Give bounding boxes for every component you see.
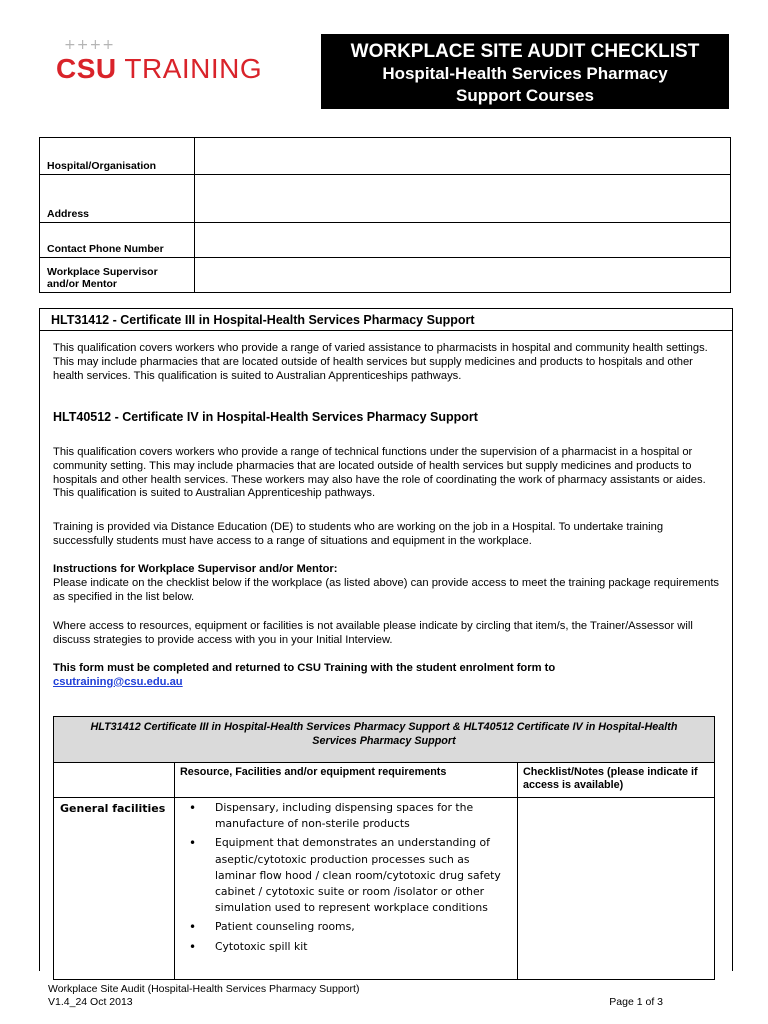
requirements-table xyxy=(53,716,715,980)
info-row-phone xyxy=(40,223,731,258)
heading-divider xyxy=(40,330,732,331)
supervisor-label-line2: and/or Mentor xyxy=(47,278,117,290)
list-item xyxy=(181,939,511,955)
info-row-hospital xyxy=(40,138,731,175)
list-item xyxy=(181,919,511,935)
logo-plus-marks: ++++ xyxy=(64,37,115,53)
instructions-body: Please indicate on the checklist below if the workplace (as listed above) can provide access to meet the training package requirements as specified in the list below. xyxy=(53,576,720,603)
info-row-address xyxy=(40,175,731,223)
csu-training-logo xyxy=(56,38,306,88)
logo-name-bold: CSU xyxy=(56,53,117,84)
supervisor-label-line1: Workplace Supervisor xyxy=(47,266,158,278)
bullet-icon: • xyxy=(189,801,197,815)
table-row xyxy=(54,798,715,980)
requirements-banner: HLT31412 Certificate III in Hospital-Health Services Pharmacy Support & HLT40512 Certificate IV in Hospital-Health Services Pharmacy Support xyxy=(54,717,715,763)
document-title-box xyxy=(321,34,729,109)
cert-iv-heading: HLT40512 - Certificate IV in Hospital-Health Services Pharmacy Support xyxy=(53,410,478,424)
item-text: Equipment that demonstrates an understanding of aseptic/cytotoxic production processes such as laminar flow hood / clean room/cytotoxic drug safety cabinet / cytotoxic suite or room /isolator or other simulation used to represent workplace conditions xyxy=(215,836,501,915)
address-field[interactable] xyxy=(195,175,731,223)
footer-doc-title: Workplace Site Audit (Hospital-Health Services Pharmacy Support) xyxy=(48,983,360,995)
contact-email-link[interactable]: csutraining@csu.edu.au xyxy=(53,675,183,688)
requirements-header-row xyxy=(54,763,715,798)
footer-version: V1.4_24 Oct 2013 xyxy=(48,996,133,1008)
cert-iii-description: This qualification covers workers who provide a range of varied assistance to pharmacists in hospital and community health settings. This may include pharmacies that are located outside of health services but supply medicines and products to hospitals and other health services. This qualification is suited to Australian Apprenticeships pathways. xyxy=(53,342,708,382)
requirements-banner-row xyxy=(54,717,715,763)
general-facilities-notes[interactable] xyxy=(518,798,715,980)
document-title: WORKPLACE SITE AUDIT CHECKLIST xyxy=(350,41,700,62)
general-facilities-items xyxy=(175,798,518,980)
item-text: Patient counseling rooms, xyxy=(215,920,355,934)
cert-iii-heading: HLT31412 - Certificate III in Hospital-Health Services Pharmacy Support xyxy=(51,313,475,327)
hospital-field[interactable] xyxy=(195,138,731,175)
list-item xyxy=(181,835,511,916)
instructions-paragraph xyxy=(53,563,721,604)
form-notice-text: This form must be completed and returned to CSU Training with the student enrolment form to xyxy=(53,662,556,674)
hospital-label: Hospital/Organisation xyxy=(40,138,195,175)
page-number: Page 1 of 3 xyxy=(609,996,663,1008)
category-column-header xyxy=(54,763,175,798)
notes-column-header: Checklist/Notes (please indicate if access is available) xyxy=(518,763,715,798)
access-paragraph: Where access to resources, equipment or facilities is not available please indicate by circling that item/s, the Trainer/Assessor will discuss strategies to provide access with you in your Initial Interview. xyxy=(53,620,693,646)
training-paragraph: Training is provided via Distance Education (DE) to students who are working on the job in a Hospital. To undertake training successfully students must have access to a range of situations and equipment in the workplace. xyxy=(53,521,664,547)
organisation-info-table xyxy=(39,137,731,293)
phone-field[interactable] xyxy=(195,223,731,258)
phone-label: Contact Phone Number xyxy=(40,223,195,258)
bullet-icon: • xyxy=(189,836,197,851)
info-row-supervisor xyxy=(40,258,731,293)
form-notice xyxy=(53,662,721,690)
document-subtitle-line1: Hospital-Health Services Pharmacy xyxy=(382,64,668,83)
logo-name-rest: TRAINING xyxy=(116,53,263,84)
item-text: Cytotoxic spill kit xyxy=(215,939,308,953)
address-label: Address xyxy=(40,175,195,223)
bullet-icon: • xyxy=(189,939,197,954)
footer-left xyxy=(48,983,359,1009)
supervisor-label xyxy=(40,258,195,293)
list-item xyxy=(181,800,511,832)
instructions-heading: Instructions for Workplace Supervisor and/or Mentor: xyxy=(53,563,338,575)
bullet-icon: • xyxy=(189,920,197,935)
document-subtitle-line2: Support Courses xyxy=(456,86,594,105)
cert-iv-description: This qualification covers workers who provide a range of technical functions under the supervision of a pharmacist in a hospital or community setting. This may include pharmacies that are located outside of health services but supply medicines and products to hospitals and other health services. These workers may also have the role of coordinating the work of pharmacy assistants or aides. This qualification is suited to Australian Apprenticeship pathways. xyxy=(53,446,706,500)
resources-column-header: Resource, Facilities and/or equipment requirements xyxy=(175,763,518,798)
requirements-list xyxy=(181,800,511,955)
general-facilities-label: General facilities xyxy=(54,798,175,980)
logo-wordmark xyxy=(56,52,262,86)
item-text: Dispensary, including dispensing spaces for the manufacture of non-sterile products xyxy=(215,801,474,831)
supervisor-field[interactable] xyxy=(195,258,731,293)
